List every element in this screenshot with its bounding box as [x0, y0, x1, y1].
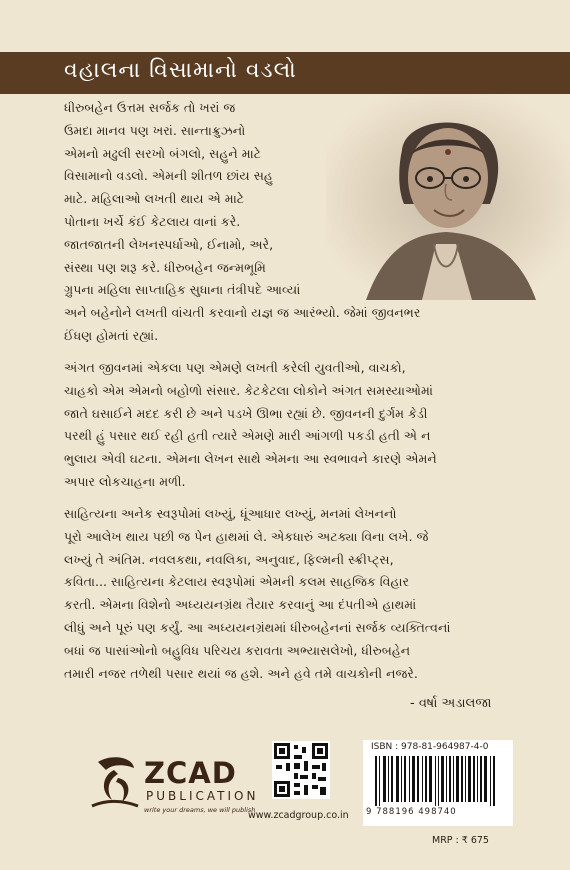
- paragraph-3-line-3: લખ્યું તે અંતિમ. નવલકથા, નવલિકા, અનુવાદ, ફિલ્મની સ્ક્રીપ્ટ્સ,: [64, 551, 394, 567]
- portrait-illustration: [326, 94, 570, 300]
- paragraph-3-line-4: કવિતા... સાહિત્યના કેટલાય સ્વરૂપોમાં એમની કલમ સાહજિક વિહાર: [64, 574, 410, 590]
- paragraph-1-line-11: ઈંધણ હોમતાં રહ્યાં.: [64, 328, 159, 343]
- isbn-label: ISBN : 978-81-964987-4-0: [371, 742, 489, 752]
- page-title: વહાલના વિસામાનો વડલો: [64, 58, 297, 83]
- publisher-tagline: write your dreams, we will publish: [144, 806, 256, 814]
- paragraph-2-line-4: પરથી હું પસાર થઈ રહી હતી ત્યારે એમણે મારી આંગળી પકડી હતી એ ન: [64, 428, 431, 444]
- paragraph-3-line-5: કરતી. એમના વિશેનો અધ્યયનગ્રંથ તૈયાર કરવાનું આ દંપતીએ હાથમાં: [64, 597, 417, 613]
- paragraph-3-line-1: સાહિત્યના અનેક સ્વરૂપોમાં લખ્યું, ધૂંઆધાર લખ્યું, મનમાં લેખનનો: [64, 506, 397, 521]
- paragraph-3-line-7: બધાં જ પાસાંઓનો બહુવિધ પરિચય કરાવતા અભ્યાસલેખો, ધીરુબહેન: [64, 642, 411, 658]
- paragraph-2-line-2: ચાહકો એમ એમનો બહોળો સંસાર. કેટકેટલા લોકોને અંગત સમસ્યાઓમાં: [64, 382, 433, 398]
- paragraph-2-line-6: અપાર લોકચાહના મળી.: [64, 474, 186, 489]
- publisher-website: www.zcadgroup.co.in: [248, 810, 349, 821]
- publisher-subtitle: PUBLICATION: [146, 789, 259, 803]
- paragraph-1-line-10: અને બહેનોને લખતી વાંચતી કરવાનો યજ્ઞ જ આરંભ્યો. જેમાં જીવનભર: [64, 305, 421, 321]
- paragraph-1-line-8: સંસ્થા પણ શરૂ કરે. ધીરુબહેન જન્મભૂમિ: [64, 259, 266, 275]
- paragraph-1-line-7: જાતજાતની લેખનસ્પર્ધાઓ, ઈનામો, અરે,: [64, 236, 274, 252]
- author-signature: - વર્ષા અડાલજા: [410, 696, 492, 711]
- publisher-emblem-icon: [88, 752, 142, 812]
- publisher-logo: [88, 752, 258, 816]
- price-mrp: MRP : ₹ 675: [432, 835, 489, 846]
- publisher-name: ZCAD: [144, 756, 237, 790]
- paragraph-2-line-5: ભુલાય એવી ઘટના. એમના લેખન સાથે એમના આ સ્વભાવને કારણે એમને: [64, 451, 437, 467]
- qr-code-pattern: [272, 741, 330, 799]
- isbn-digits: 9 788196 498740: [366, 807, 457, 817]
- paragraph-1-line-1: ધીરુબહેન ઉત્તમ સર્જક તો ખરાં જ: [64, 100, 236, 115]
- paragraph-3-line-8: તમારી નજર તળેથી પસાર થયાં જ હશે. અને હવે તમે વાચકોની નજરે.: [64, 665, 418, 681]
- paragraph-3-line-2: પૂરો આલેખ થાય પછી જ પેન હાથમાં લે. એકધારું અટક્યા વિના લખે. જે: [64, 528, 429, 544]
- paragraph-1-line-9: ગ્રુપના મહિલા સાપ્તાહિક સુધાના તંત્રીપદે આવ્યાં: [64, 282, 301, 298]
- author-portrait: [326, 94, 570, 300]
- paragraph-3-line-6: લીધું અને પૂરું પણ કર્યું. આ અધ્યયનગ્રંથમાં ધીરુબહેનનાં સર્જક વ્યક્તિત્વનાં: [64, 620, 451, 635]
- paragraph-1-line-5: માટે. મહિલાઓ લખતી થાય એ માટે: [64, 191, 245, 207]
- paragraph-1-line-6: પોતાના ખર્ચે કંઈ કેટલાય વાનાં કરે.: [64, 214, 241, 229]
- paragraph-1-line-2: ઉમદા માનવ પણ ખરાં. સાન્તાક્રુઝનો: [64, 122, 246, 138]
- paragraph-2-line-3: જાતે ઘસાઈને મદદ કરી છે અને પડખે ઊભા રહ્યાં છે. જીવનની દુર્ગમ કેડી: [64, 405, 428, 421]
- paragraph-2-line-1: અંગત જીવનમાં એકલા પણ એમણે લખતી કરેલી યુવતીઓ, વાચકો,: [64, 360, 406, 375]
- paragraph-1-line-4: વિસામાનો વડલો. એમની શીતળ છાંય સહુ: [64, 168, 273, 184]
- paragraph-1-line-3: એમનો મઢુલી સરખો બંગલો, સહુને માટે: [64, 145, 262, 161]
- qr-code: [272, 741, 330, 799]
